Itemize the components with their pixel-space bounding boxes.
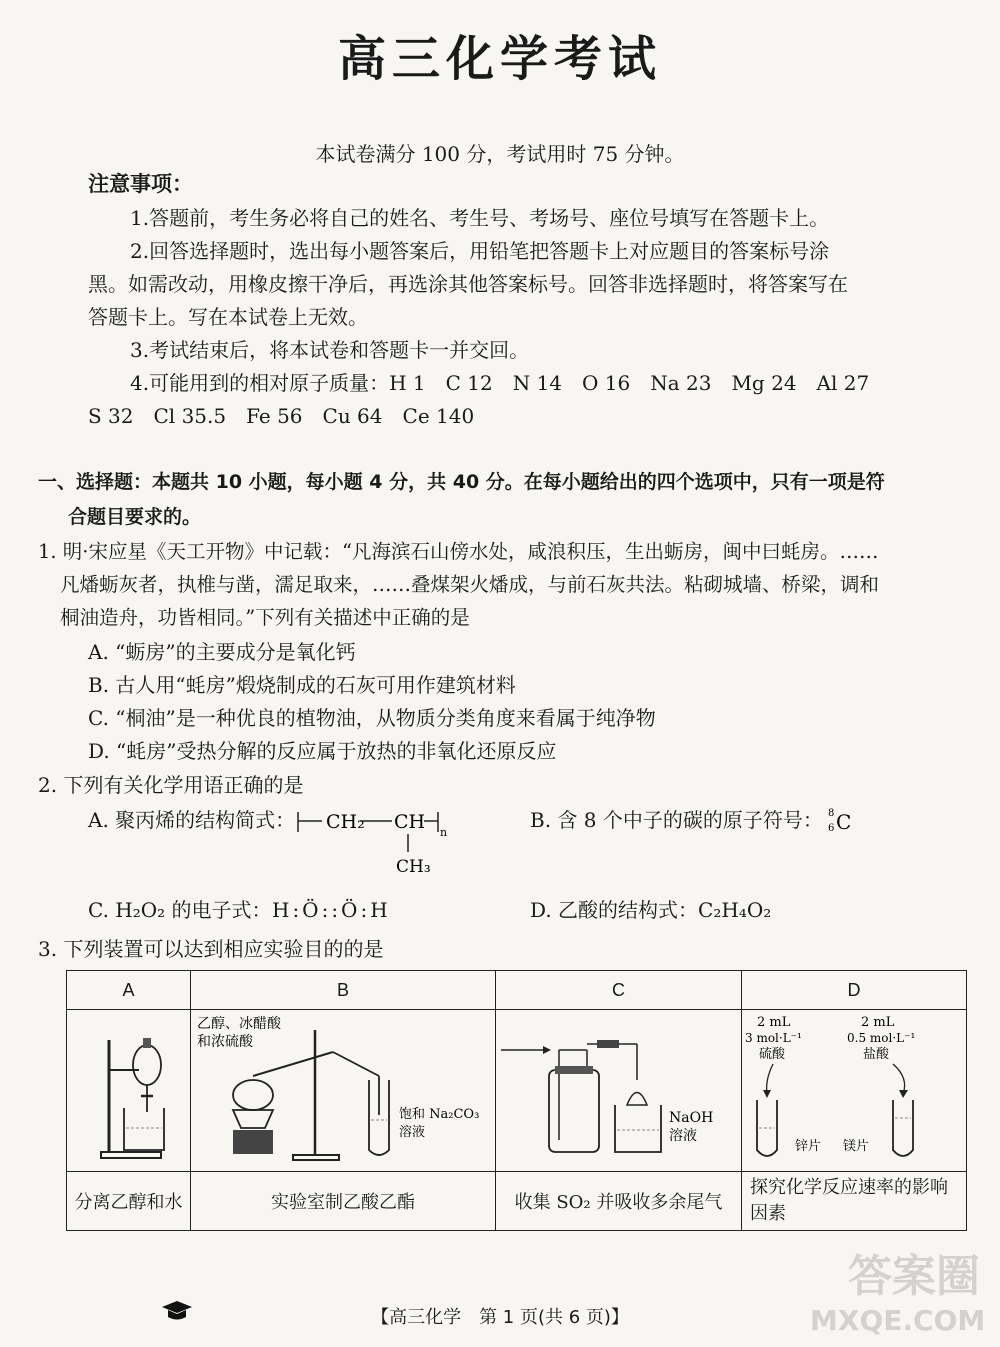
q3-stem: 3. 下列装置可以达到相应实验目的的是 bbox=[38, 937, 384, 961]
watermark-line-2: MXQE.COM bbox=[810, 1304, 986, 1337]
reaction-rate-apparatus bbox=[743, 1010, 965, 1166]
col-header-d: D bbox=[742, 971, 967, 1010]
ester-preparation-apparatus bbox=[193, 1010, 493, 1166]
notes-line-2: 2.回答选择题时，选出每小题答案后，用铅笔把答题卡上对应题目的答案标号涂 bbox=[130, 239, 830, 263]
notes-line-5: 3.考试结束后，将本试卷和答题卡一并交回。 bbox=[130, 338, 530, 362]
q2-option-a-label: A. 聚丙烯的结构简式： bbox=[88, 808, 296, 832]
d-concentration-1: 3 mol·L⁻¹ bbox=[745, 1031, 802, 1045]
purpose-a: 分离乙醇和水 bbox=[67, 1172, 191, 1231]
b-reagent-label-1: 乙醇、冰醋酸 bbox=[197, 1016, 281, 1032]
page-footer: 【高三化学 第 1 页(共 6 页)】 bbox=[371, 1307, 629, 1328]
purpose-c: 收集 SO₂ 并吸收多余尾气 bbox=[496, 1172, 742, 1231]
section-heading: 一、选择题：本题共 10 小题，每小题 4 分，共 40 分。在每小题给出的四个选项中，只有一项是符 bbox=[38, 471, 885, 493]
purpose-d: 探究化学反应速率的影响因素 bbox=[742, 1172, 967, 1231]
notes-line-7: S 32 Cl 35.5 Fe 56 Cu 64 Ce 140 bbox=[88, 404, 475, 428]
gas-collection-apparatus bbox=[497, 1010, 741, 1166]
apparatus-a-cell bbox=[67, 1010, 191, 1172]
exam-title: 高三化学考试 bbox=[337, 31, 662, 87]
section-heading-cont: 合题目要求的。 bbox=[68, 506, 202, 528]
d-acid-1: 硫酸 bbox=[759, 1047, 786, 1062]
b-reagent-label-2: 和浓硫酸 bbox=[197, 1034, 253, 1050]
apparatus-c-cell bbox=[496, 1010, 742, 1172]
b-saturated-label-1: 饱和 Na₂CO₃ bbox=[399, 1107, 480, 1122]
col-header-c: C bbox=[496, 971, 742, 1010]
d-concentration-2: 0.5 mol·L⁻¹ bbox=[847, 1031, 916, 1045]
d-acid-2: 盐酸 bbox=[863, 1047, 890, 1062]
notes-line-4: 答题卡上。写在本试卷上无效。 bbox=[88, 305, 368, 329]
notes-line-3: 黑。如需改动，用橡皮擦干净后，再选涂其他答案标号。回答非选择题时，将答案写在 bbox=[88, 272, 848, 296]
watermark-line-1: 答案圈 bbox=[848, 1251, 980, 1302]
q2-stem: 2. 下列有关化学用语正确的是 bbox=[38, 773, 304, 797]
q2-mass-number: 8 bbox=[828, 808, 835, 819]
q2-ch2: CH₂ bbox=[326, 811, 365, 833]
q1-option-c: C. “桐油”是一种优良的植物油，从物质分类角度来看属于纯净物 bbox=[88, 706, 656, 730]
exam-subtitle: 本试卷满分 100 分，考试用时 75 分钟。 bbox=[315, 142, 685, 166]
q2-ch3: CH₃ bbox=[396, 857, 431, 877]
q2-option-c-label: C. H₂O₂ 的电子式： bbox=[88, 898, 272, 922]
q2-electron-formula: H:Ö::Ö:H bbox=[272, 898, 391, 922]
q2-ch: CH bbox=[394, 811, 426, 833]
d-volume-2: 2 mL bbox=[861, 1015, 895, 1030]
d-magnesium-label: 镁片 bbox=[843, 1139, 870, 1154]
b-saturated-label-2: 溶液 bbox=[399, 1125, 426, 1140]
q1-option-b: B. 古人用“蚝房”煅烧制成的石灰可用作建筑材料 bbox=[88, 673, 516, 697]
separatory-funnel-apparatus bbox=[69, 1010, 189, 1166]
apparatus-d-cell bbox=[742, 1010, 967, 1172]
col-header-a: A bbox=[67, 971, 191, 1010]
q2-option-b-label: B. 含 8 个中子的碳的原子符号： bbox=[530, 808, 823, 832]
q2-atomic-number: 6 bbox=[828, 823, 835, 834]
watermark bbox=[810, 1240, 986, 1340]
q2-option-d: D. 乙酸的结构式：C₂H₄O₂ bbox=[530, 898, 772, 922]
q2-element: C bbox=[836, 810, 852, 834]
purpose-b: 实验室制乙酸乙酯 bbox=[191, 1172, 496, 1231]
d-volume-1: 2 mL bbox=[757, 1015, 791, 1030]
c-naoh-label-2: 溶液 bbox=[668, 1128, 697, 1144]
apparatus-table bbox=[66, 970, 967, 1231]
notes-line-1: 1.答题前，考生务必将自己的姓名、考生号、考场号、座位号填写在答题卡上。 bbox=[130, 206, 830, 230]
col-header-b: B bbox=[191, 971, 496, 1010]
q1-option-d: D. “蚝房”受热分解的反应属于放热的非氧化还原反应 bbox=[88, 739, 557, 763]
q2-subscript-n: n bbox=[440, 826, 448, 839]
q1-stem-2: 凡燔蛎灰者，执椎与凿，濡足取来，……叠煤架火燔成，与前石灰共法。粘砌城墙、桥梁，调和 bbox=[60, 573, 880, 596]
q1-option-a: A. “蛎房”的主要成分是氧化钙 bbox=[88, 640, 356, 664]
q1-stem-1: 1. 明·宋应星《天工开物》中记载：“凡海滨石山傍水处，咸浪积压，生出蛎房，闽中曰蚝房。…… bbox=[38, 540, 879, 563]
polypropylene-structure bbox=[292, 800, 492, 880]
notes-line-6: 4.可能用到的相对原子质量：H 1 C 12 N 14 O 16 Na 23 Mg 24 Al 27 bbox=[130, 371, 870, 395]
notes-heading: 注意事项： bbox=[88, 172, 193, 196]
d-zinc-label: 锌片 bbox=[795, 1139, 822, 1154]
carbon-isotope-symbol bbox=[826, 804, 866, 838]
apparatus-b-cell bbox=[191, 1010, 496, 1172]
q1-stem-3: 桐油造舟，功皆相同。”下列有关描述中正确的是 bbox=[60, 606, 470, 629]
c-naoh-label-1: NaOH bbox=[668, 1110, 713, 1126]
